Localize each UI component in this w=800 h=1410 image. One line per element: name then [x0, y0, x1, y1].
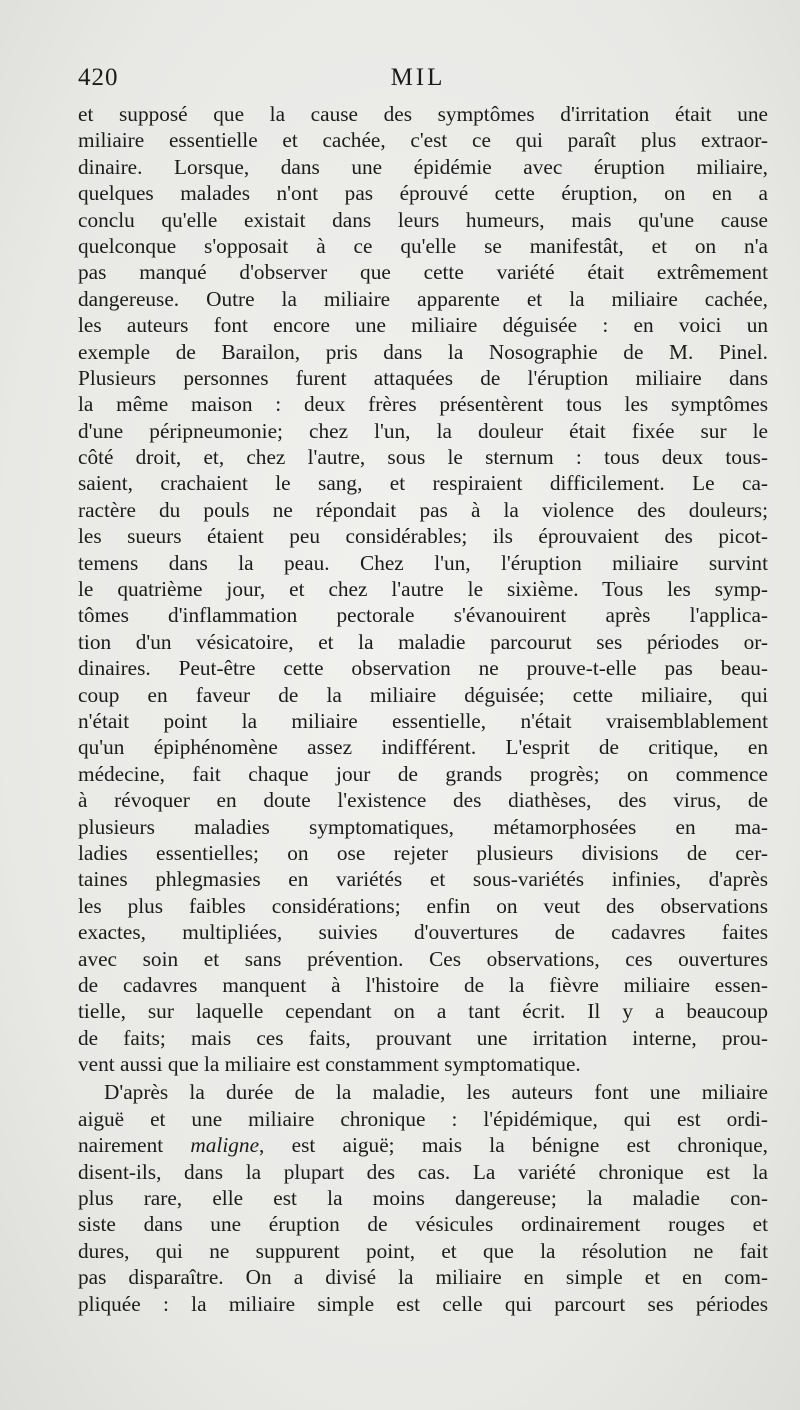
text-line: exemple de Barailon, pris dans la Nosographie de M. Pinel. [78, 339, 768, 364]
text-line: plusieurs maladies symptomatiques, métamorphosées en ma- [78, 814, 768, 839]
text-line: aiguë et une miliaire chronique : l'épidémique, qui est ordi- [78, 1106, 768, 1131]
text-line: pas disparaître. On a divisé la miliaire en simple et en com- [78, 1265, 768, 1290]
text-line: les sueurs étaient peu considérables; ils éprouvaient des picot- [78, 524, 768, 549]
text-line: saient, crachaient le sang, et respiraient difficilement. Le ca- [78, 471, 768, 496]
text-line: de cadavres manquent à l'histoire de la fièvre miliaire essen- [78, 972, 768, 997]
text-line: côté droit, et, chez l'autre, sous le sternum : tous deux tous- [78, 445, 768, 470]
text-line: qu'un épiphénomène assez indifférent. L'esprit de critique, en [78, 735, 768, 760]
text-line: tômes d'inflammation pectorale s'évanouirent après l'applica- [78, 603, 768, 628]
text-line: ractère du pouls ne répondait pas à la violence des douleurs; [78, 497, 768, 522]
text-line: temens dans la peau. Chez l'un, l'éruption miliaire survint [78, 550, 768, 575]
text-line: disent-ils, dans la plupart des cas. La variété chronique est la [78, 1159, 768, 1184]
text-line: vent aussi que la miliaire est constamment symptomatique. [78, 1052, 581, 1077]
page-number: 420 [78, 64, 119, 91]
text-line: les auteurs font encore une miliaire déguisée : en voici un [78, 313, 768, 338]
text-line: conclu qu'elle existait dans leurs humeurs, mais qu'une cause [78, 207, 768, 232]
text-line: médecine, fait chaque jour de grands progrès; on commence [78, 761, 768, 786]
text-line: à révoquer en doute l'existence des diathèses, des virus, de [78, 788, 768, 813]
text-line: avec soin et sans prévention. Ces observations, ces ouvertures [78, 946, 768, 971]
text-line: ladies essentielles; on ose rejeter plusieurs divisions de cer- [78, 840, 768, 865]
text-line: les plus faibles considérations; enfin on veut des observations [78, 893, 768, 918]
text-line: dures, qui ne suppurent point, et que la résolution ne fait [78, 1238, 768, 1263]
paragraph-1 [78, 101, 768, 1077]
text-line: quelconque s'opposait à ce qu'elle se manifestât, et on n'a [78, 233, 768, 258]
text-line: taines phlegmasies en variétés et sous-variétés infinies, d'après [78, 867, 768, 892]
text-line: Plusieurs personnes furent attaquées de l'éruption miliaire dans [78, 365, 768, 390]
body-text [78, 101, 768, 1317]
text-line: siste dans une éruption de vésicules ordinairement rouges et [78, 1212, 768, 1237]
running-head: MIL [390, 64, 446, 91]
text-line: pas manqué d'observer que cette variété était extrêmement [78, 260, 768, 285]
text-line: pliquée : la miliaire simple est celle qui parcourt ses périodes [78, 1291, 768, 1316]
text-line: dinaires. Peut-être cette observation ne prouve-t-elle pas beau- [78, 656, 768, 681]
text-line: coup en faveur de la miliaire déguisée; cette miliaire, qui [78, 682, 768, 707]
text-line: quelques malades n'ont pas éprouvé cette éruption, on en a [78, 181, 768, 206]
paragraph-2 [78, 1079, 768, 1317]
text-line: la même maison : deux frères présentèrent tous les symptômes [78, 392, 768, 417]
text-line: miliaire essentielle et cachée, c'est ce qui paraît plus extraor- [78, 128, 768, 153]
text-line: plus rare, elle est la moins dangereuse; la maladie con- [78, 1186, 768, 1211]
text-line: et supposé que la cause des symptômes d'irritation était une [78, 102, 768, 126]
text-line: le quatrième jour, et chez l'autre le sixième. Tous les symp- [78, 577, 768, 602]
text-line: dangereuse. Outre la miliaire apparente et la miliaire cachée, [78, 286, 768, 311]
text-line: tielle, sur laquelle cependant on a tant écrit. Il y a beaucoup [78, 999, 768, 1024]
text-line: d'une péripneumonie; chez l'un, la douleur était fixée sur le [78, 418, 768, 443]
text-line: tion d'un vésicatoire, et la maladie parcourut ses périodes or- [78, 629, 768, 654]
text-line: de faits; mais ces faits, prouvant une irritation interne, prou- [78, 1025, 768, 1050]
text-line: nairement maligne, est aiguë; mais la bénigne est chronique, [78, 1133, 768, 1158]
text-line: D'après la durée de la maladie, les auteurs font une miliaire [104, 1080, 768, 1105]
text-line: dinaire. Lorsque, dans une épidémie avec éruption miliaire, [78, 154, 768, 179]
page-header [78, 64, 758, 98]
text-line: exactes, multipliées, suivies d'ouvertures de cadavres faites [78, 920, 768, 945]
text-line: n'était point la miliaire essentielle, n'était vraisemblablement [78, 708, 768, 733]
